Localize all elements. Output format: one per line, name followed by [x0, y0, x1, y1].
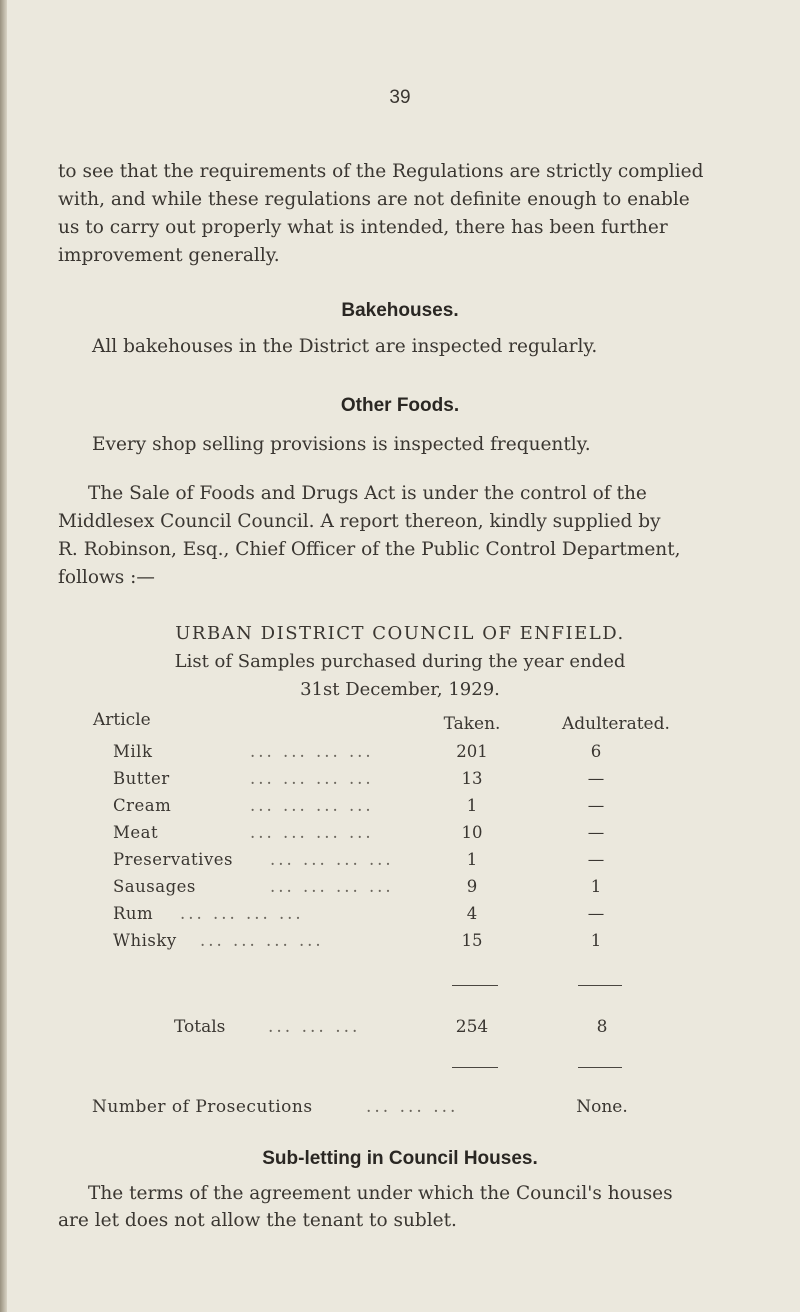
bakehouses-text: All bakehouses in the District are inspected regularly.	[92, 336, 598, 357]
intro-paragraph	[58, 158, 746, 270]
prosecutions-dots: ... ... ...	[366, 1097, 459, 1117]
sale-paragraph	[58, 480, 746, 592]
row-article: Meat	[113, 823, 159, 842]
taken-total-rule	[452, 1067, 498, 1068]
sub-letting-heading: Sub-letting in Council Houses.	[262, 1148, 538, 1169]
row-article: Butter	[113, 769, 170, 788]
intro-line: us to carry out properly what is intended, there has been further	[58, 217, 668, 238]
adulterated-total-rule	[578, 1067, 622, 1068]
row-adulterated: 1	[590, 877, 602, 896]
row-dots: ... ... ... ...	[270, 850, 394, 869]
row-taken: 10	[461, 823, 483, 842]
page-number: 39	[389, 87, 411, 108]
intro-line: to see that the requirements of the Regulations are strictly complied	[58, 161, 704, 182]
prosecutions-value: None.	[576, 1097, 628, 1117]
taken-subtotal-rule	[452, 985, 498, 986]
column-header-taken: Taken.	[443, 714, 501, 734]
row-article: Sausages	[113, 877, 196, 896]
row-article: Whisky	[113, 931, 177, 950]
table-row	[0, 850, 800, 877]
bakehouses-heading: Bakehouses.	[341, 300, 459, 321]
prosecutions-label: Number of Prosecutions	[92, 1097, 313, 1117]
table-row	[0, 742, 800, 769]
table-row	[0, 823, 800, 850]
row-adulterated: 6	[590, 742, 602, 761]
sale-line: The Sale of Foods and Drugs Act is under the control of the	[88, 483, 647, 504]
row-dots: ... ... ... ...	[270, 877, 394, 896]
row-dots: ... ... ... ...	[250, 742, 374, 761]
table-row	[0, 796, 800, 823]
row-taken: 1	[466, 796, 478, 815]
row-taken: 1	[466, 850, 478, 869]
totals-adulterated: 8	[596, 1017, 608, 1037]
totals-dots: ... ... ...	[268, 1017, 361, 1037]
table-row	[0, 904, 800, 931]
row-dots: ... ... ... ...	[250, 769, 374, 788]
row-article: Rum	[113, 904, 154, 923]
list-title	[0, 648, 800, 704]
row-adulterated: 1	[590, 931, 602, 950]
row-adulterated: —	[587, 823, 605, 842]
prosecutions-row	[0, 1097, 800, 1127]
row-adulterated: —	[587, 850, 605, 869]
sale-line: Middlesex Council Council. A report thereon, kindly supplied by	[58, 511, 661, 532]
sale-line: R. Robinson, Esq., Chief Officer of the Public Control Department,	[58, 539, 681, 560]
intro-line: improvement generally.	[58, 245, 280, 266]
column-header-adulterated: Adulterated.	[562, 714, 670, 734]
intro-line: with, and while these regulations are not definite enough to enable	[58, 189, 690, 210]
row-taken: 9	[466, 877, 478, 896]
council-title: URBAN DISTRICT COUNCIL OF ENFIELD.	[175, 623, 625, 644]
row-adulterated: —	[587, 769, 605, 788]
table-row	[0, 877, 800, 904]
totals-label: Totals	[174, 1017, 226, 1037]
row-taken: 201	[456, 742, 488, 761]
row-dots: ... ... ... ...	[250, 796, 374, 815]
row-taken: 15	[461, 931, 483, 950]
row-adulterated: —	[587, 904, 605, 923]
totals-row	[0, 1017, 800, 1047]
table-row	[0, 769, 800, 796]
row-dots: ... ... ... ...	[250, 823, 374, 842]
row-article: Preservatives	[113, 850, 233, 869]
row-dots: ... ... ... ...	[200, 931, 324, 950]
other-foods-text: Every shop selling provisions is inspected frequently.	[92, 434, 591, 455]
list-title-line1: List of Samples purchased during the year ended	[174, 651, 626, 672]
list-title-line2: 31st December, 1929.	[300, 679, 500, 700]
sale-line: follows :—	[58, 567, 155, 588]
row-taken: 4	[466, 904, 478, 923]
totals-taken: 254	[455, 1017, 489, 1037]
sub-letting-line1: The terms of the agreement under which the Council's houses	[88, 1183, 673, 1204]
table-row	[0, 931, 800, 958]
row-adulterated: —	[587, 796, 605, 815]
row-dots: ... ... ... ...	[180, 904, 304, 923]
sub-letting-line2: are let does not allow the tenant to sublet.	[58, 1210, 457, 1231]
row-article: Cream	[113, 796, 172, 815]
row-article: Milk	[113, 742, 153, 761]
row-taken: 13	[461, 769, 483, 788]
column-header-article: Article	[93, 710, 151, 730]
other-foods-heading: Other Foods.	[340, 395, 460, 416]
adulterated-subtotal-rule	[578, 985, 622, 986]
